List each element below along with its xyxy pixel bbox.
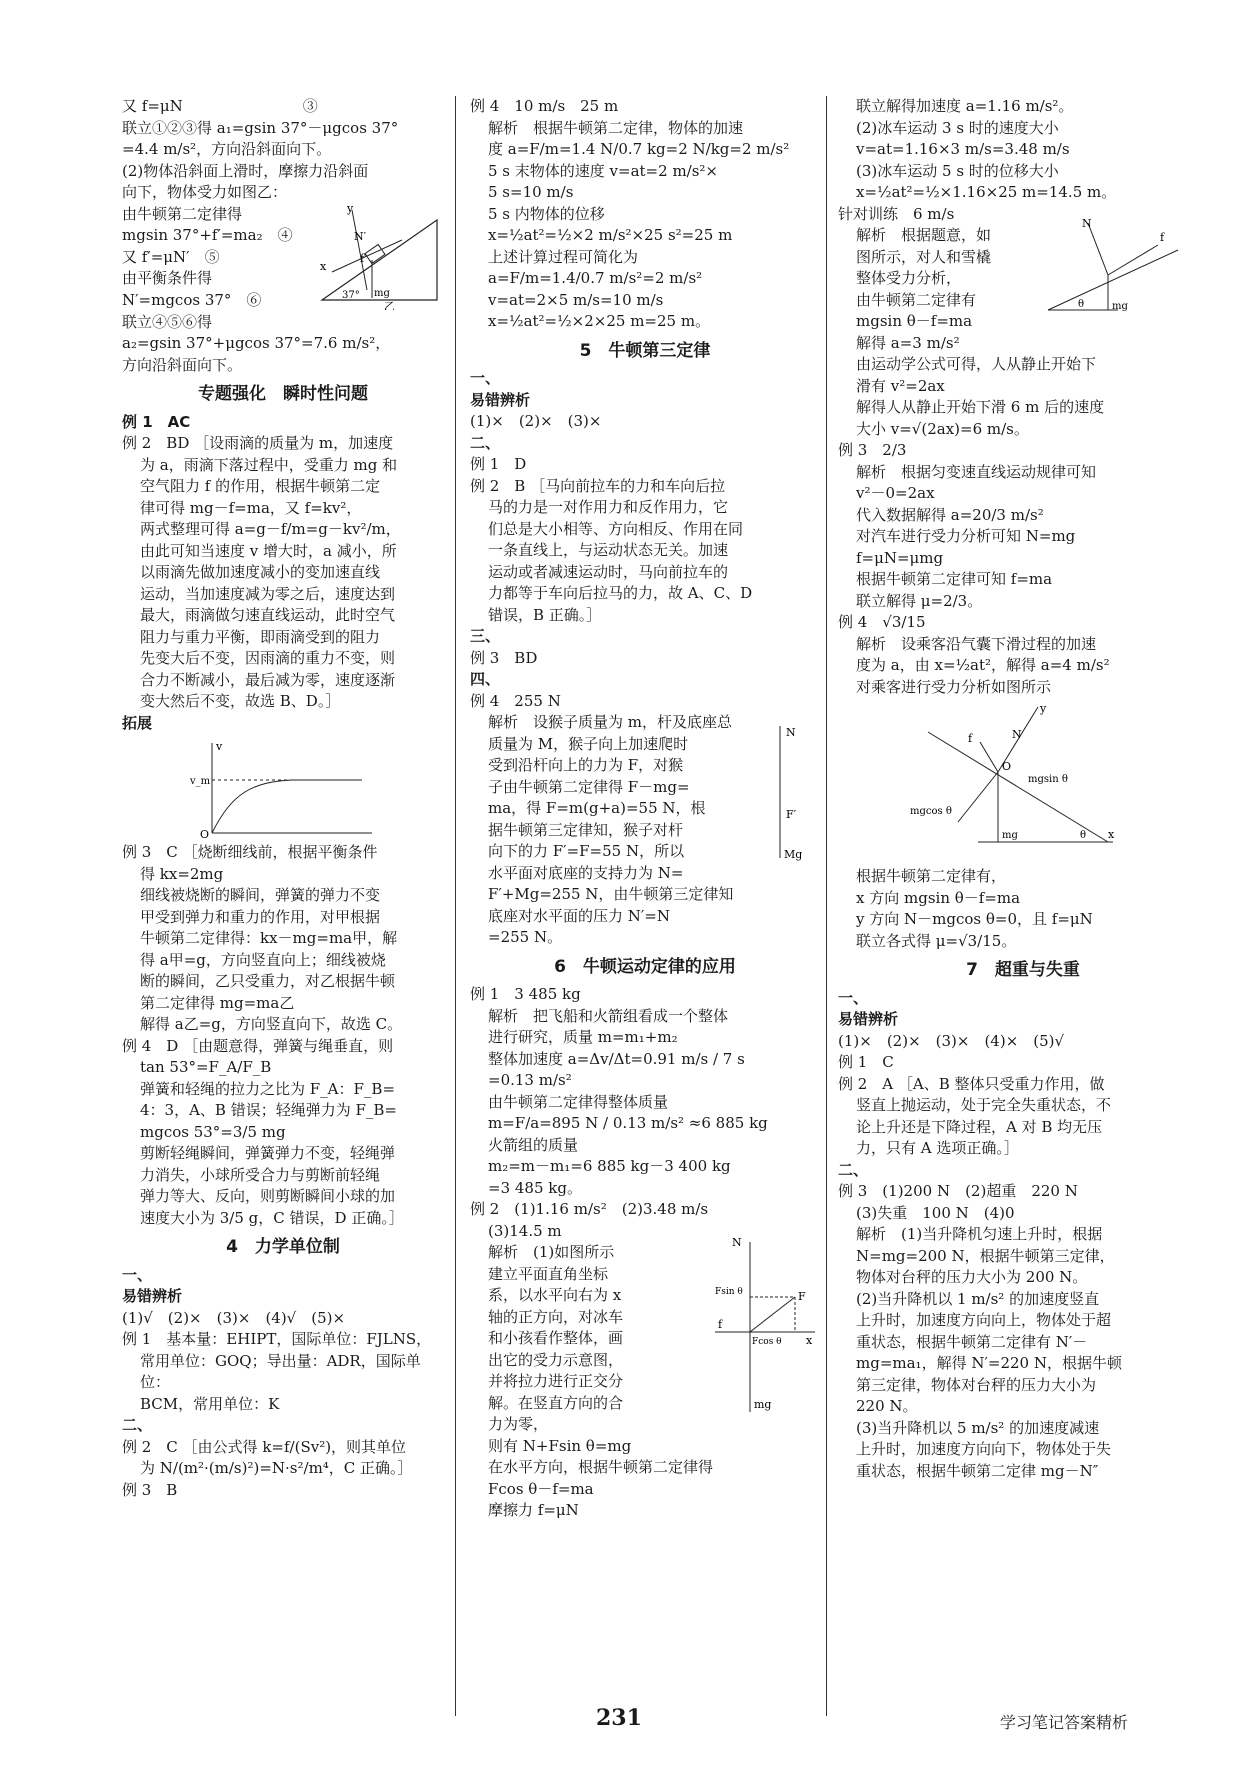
text-line: 最大，雨滴做匀速直线运动，此时空气 [140,606,396,624]
fig-label: y [347,201,354,215]
text-line: 4：3，A、B 错误；轻绳弹力为 F_B= [140,1101,397,1119]
text-line: 解析 根据题意，如 [856,226,992,244]
text-line: 先变大后不变，因雨滴的重力不变，则 [140,649,396,667]
text-line: ma，得 F=m(g+a)=55 N，根 [488,799,706,817]
text-line: 220 N。 [856,1397,918,1415]
text-line: 上升时，加速度方向向上，物体处于超 [856,1311,1112,1329]
example-line: 针对训练 6 m/s [838,204,955,223]
text-line: 子由牛顿第二定律得 F－mg= [488,777,690,796]
text-line: 速度大小为 3/5 g，C 错误，D 正确。］ [140,1208,404,1227]
text-line: N=mg=200 N，根据牛顿第三定律， [856,1246,1115,1265]
text-line: (3)当升降机以 5 m/s² 的加速度减速 [856,1418,1100,1437]
section-title: 6 牛顿运动定律的应用 [554,956,736,977]
text-line: 解析 把飞船和火箭组看成一个整体 [488,1006,729,1025]
text-line: 运动或者减速运动时，马向前拉车的 [488,562,729,581]
example-line: 例 1 3 485 kg [470,985,581,1003]
text-line: 联立解得 μ=2/3。 [856,591,983,610]
incline-diagram [312,200,452,310]
text-line: mgsin 37°+f′=ma₂ ④ [122,226,293,244]
text-line: 受到沿杆向上的力为 F，对猴 [488,756,684,774]
text-line: 整体受力分析， [856,269,962,287]
example-line: 例 2 C ［由公式得 k=f/(Sv²)，则其单位 [122,1437,407,1456]
incline-block [122,201,444,312]
text-line: 图所示，对人和雪橇 [856,247,992,266]
fig-label: f [968,732,973,745]
text-line: 由牛顿第二定律得 [122,204,243,223]
example-line: 例 2 BD ［设雨滴的质量为 m，加速度 [122,434,394,452]
fig-label: O [200,828,210,838]
text-line: 整体加速度 a=Δv/Δt=0.91 m/s / 7 s [488,1049,745,1068]
text-line: 在水平方向，根据牛顿第二定律得 [488,1458,714,1476]
text-line: 细线被烧断的瞬间，弹簧的弹力不变 [140,886,381,904]
text-line: 牛顿第二定律得：kx－mg=ma甲，解 [140,929,398,947]
airbag-force-diagram [908,702,1128,862]
text-line: 建立平面直角坐标 [488,1264,609,1283]
text-line: 得 a甲=g，方向竖直向上；细线被烧 [140,950,386,969]
text-line: 联立各式得 μ=√3/15。 [856,931,1017,950]
text-line: 二、 [838,1160,869,1179]
text-line: 和小孩看作整体，画 [488,1329,624,1347]
text-line: 力，只有 A 选项正确。］ [856,1139,1019,1157]
text-line: 论上升还是下降过程，A 对 B 均无压 [856,1117,1103,1136]
text-line: 根据牛顿第二定律可知 f=ma [856,570,1053,588]
column-1 [122,96,444,1501]
text-line: 向下，物体受力如图乙： [122,183,288,201]
column-2 [470,96,820,1522]
text-line: f=μN=μmg [856,548,944,567]
text-line: 马的力是一对作用力和反作用力，它 [488,498,729,516]
ski-force-diagram [1038,215,1188,325]
text-line: 易错辨析 [470,390,531,409]
text-line: 剪断轻绳瞬间，弹簧弹力不变，轻绳弹 [140,1144,396,1162]
sled-force-diagram [710,1232,820,1422]
example-line: 例 1 D [470,455,527,473]
text-line: 联立④⑤⑥得 [122,312,213,331]
text-line: 据牛顿第三定律知，猴子对杆 [488,820,684,839]
fig-label: 乙 [384,299,395,310]
fig-label: f′ [360,251,367,265]
text-line: a=F/m=1.4/0.7 m/s²=2 m/s² [488,269,703,287]
text-line: 上述计算过程可简化为 [488,247,639,266]
text-line: m₂=m－m₁=6 885 kg－3 400 kg [488,1157,731,1175]
text-line: 质量为 M，猴子向上加速爬时 [488,734,689,753]
running-footer: 学习笔记答案精析 [1000,1713,1129,1732]
sled-block [470,1236,820,1436]
text-line: 力为零， [488,1415,549,1433]
text-line: 常用单位：GOQ；导出量：ADR，国际单位： [140,1351,421,1391]
text-line: 甲受到弹力和重力的作用，对甲根据 [140,907,381,926]
text-line: =255 N。 [488,928,563,946]
text-line: 解析 根据匀变速直线运动规律可知 [856,462,1097,481]
text-line: 一条直线上，与运动状态无关。加速 [488,541,729,559]
fig-label: v_m [190,776,211,787]
fig-label: θ [1078,299,1085,310]
ski-block [838,217,1208,333]
example-line: 例 1 C [838,1053,894,1071]
text-line: 变大然后不变，故选 B、D。］ [140,692,341,710]
text-line: 力消失，小球所受合力与剪断前轻绳 [140,1165,381,1184]
text-line: 5 s=10 m/s [488,183,574,201]
fig-label: mg [754,1398,772,1411]
text-line: x=½at²=½×1.16×25 m=14.5 m。 [856,183,1117,201]
text-line: 对汽车进行受力分析可知 N=mg [856,527,1076,545]
text-line: 得 kx=2mg [140,864,224,883]
text-line: F′+Mg=255 N，由牛顿第三定律知 [488,885,734,903]
text-line: 一、 [470,369,501,387]
example-line: 例 2 A ［A、B 整体只受重力作用，做 [838,1074,1105,1093]
fig-label: Fsin θ [715,1287,743,1297]
fig-label: mg [374,287,390,299]
text-line: (1)× (2)× (3)× (4)× (5)√ [838,1031,1065,1050]
text-line: 解析 根据牛顿第二定律，物体的加速 [488,118,744,137]
text-line: 并将拉力进行正交分 [488,1372,624,1390]
text-line: 四、 [470,670,501,688]
fig-label: v [216,740,223,753]
text-line: 由牛顿第二定律有 [856,290,977,309]
example-line: 例 4 D ［由题意得，弹簧与绳垂直，则 [122,1036,394,1055]
example-line: 例 3 C ［烧断细线前，根据平衡条件 [122,843,378,861]
example-line: 例 2 (1)1.16 m/s² (2)3.48 m/s [470,1200,709,1218]
text-line: 解得人从静止开始下滑 6 m 后的速度 [856,398,1105,416]
text-line: 解析 设乘客沿气囊下滑过程的加速 [856,634,1097,653]
fig-label: θ [1080,830,1087,841]
fig-label: x [806,1334,813,1347]
column-divider-2 [826,96,827,1716]
text-line: 两式整理可得 a=g－f/m=g－kv²/m， [140,520,401,538]
text-line: m=F/a=895 N / 0.13 m/s² ≈6 885 kg [488,1114,768,1132]
vt-graph [182,738,382,838]
text-line: 解得 a乙=g，方向竖直向下，故选 C。 [140,1015,403,1033]
text-line: 易错辨析 [122,1287,183,1305]
text-line: 重状态，根据牛顿第二定律有 N′－ [856,1332,1088,1351]
fig-label: y [1040,702,1047,715]
text-line: 联立解得加速度 a=1.16 m/s²。 [856,97,1074,115]
text-line: v=at=2×5 m/s=10 m/s [488,290,664,309]
text-line: 合力不断减小，最后减为零，速度逐渐 [140,670,396,689]
text-line: (3)冰车运动 5 s 时的位移大小 [856,161,1059,180]
text-line: 摩擦力 f=μN [488,1501,579,1519]
text-line: (2)冰车运动 3 s 时的速度大小 [856,118,1059,137]
text-line: mgsin θ－f=ma [856,312,973,330]
text-line: 律可得 mg－f=ma，又 f=kv²， [140,498,362,517]
text-line: 竖直上抛运动，处于完全失重状态，不 [856,1096,1112,1114]
text-line: 弹簧和轻绳的拉力之比为 F_A：F_B= [140,1079,396,1098]
text-line: (3)失重 100 N (4)0 [856,1203,1015,1222]
text-line: 第三定律，物体对台秤的压力大小为 [856,1375,1097,1394]
text-line: Fcos θ－f=ma [488,1479,594,1498]
text-line: y 方向 N－mgcos θ=0，且 f=μN [856,910,1093,928]
text-line: 三、 [470,627,501,645]
text-line: (3)14.5 m [488,1221,562,1240]
section-title: 7 超重与失重 [966,960,1080,980]
text-line: 系，以水平向右为 x [488,1286,622,1304]
fig-label: f [1160,231,1165,244]
text-line: 以雨滴先做加速度减小的变加速直线 [140,563,381,581]
text-line: 轴的正方向，对冰车 [488,1307,624,1326]
text-line: (2)当升降机以 1 m/s² 的加速度竖直 [856,1289,1100,1308]
text-line: 为 N/(m²·(m/s)²)=N·s²/m⁴，C 正确。］ [140,1459,413,1477]
text-line: 出它的受力示意图， [488,1350,624,1369]
fig-label: N [1012,728,1022,741]
text-line: 5 s 内物体的位移 [488,204,605,223]
text-line: 火箭组的质量 [488,1135,579,1154]
text-line: 底座对水平面的压力 N′=N [488,906,670,925]
fig-label: mgcos θ [910,806,952,817]
text-line: 大小 v=√(2ax)=6 m/s。 [856,419,1029,438]
text-line: 运动，当加速度减为零之后，速度达到 [140,584,396,603]
text-line: BCM，常用单位：K [140,1394,280,1413]
text-line: =3 485 kg。 [488,1178,582,1197]
example-line: 例 3 (1)200 N (2)超重 220 N [838,1182,1078,1200]
text-line: 弹力等大、反向，则剪断瞬间小球的加 [140,1187,396,1205]
text-line: mg=ma₁，解得 N′=220 N，根据牛顿 [856,1354,1122,1372]
text-line: 又 f=μN ③ [122,97,318,115]
fig-label: mgsin θ [1028,774,1068,785]
example-line: 例 1 AC [122,412,191,431]
text-line: 对乘客进行受力分析如图所示 [856,677,1052,696]
example-line: 例 3 BD [470,648,538,667]
section-title: 4 力学单位制 [226,1237,340,1257]
text-line: =4.4 m/s²，方向沿斜面向下。 [122,140,332,158]
text-line: x=½at²=½×2 m/s²×25 s²=25 m [488,226,733,244]
text-line: 二、 [122,1416,153,1434]
text-line: N′=mgcos 37° ⑥ [122,290,262,309]
fig-label: x [1108,828,1115,841]
text-line: 重状态，根据牛顿第二定律 mg－N″ [856,1461,1099,1480]
text-line: (1)√ (2)× (3)× (4)√ (5)× [122,1308,346,1327]
fig-label: N [786,725,796,739]
text-line: 5 s 末物体的速度 v=at=2 m/s²× [488,161,718,180]
text-line: 度 a=F/m=1.4 N/0.7 kg=2 N/kg=2 m/s² [488,140,790,158]
example-line: 例 1 基本量：EHIPT，国际单位：FJLNS， [122,1330,432,1348]
text-line: 联立①②③得 a₁=gsin 37°－μgcos 37° [122,118,399,137]
fig-label: N [1082,217,1092,230]
text-line: 断的瞬间，乙只受重力，对乙根据牛顿 [140,972,396,990]
section-title: 专题强化 瞬时性问题 [198,384,368,404]
text-line: 度为 a，由 x=½at²，解得 a=4 m/s² [856,656,1110,674]
fig-label: mg [1112,301,1128,312]
text-line: 向下的力 F′=F=55 N，所以 [488,842,685,860]
text-line: 由牛顿第二定律得整体质量 [488,1092,669,1111]
example-line: 例 4 √3/15 [838,613,926,631]
fig-label: f [718,1318,723,1331]
text-line: 阻力与重力平衡，即雨滴受到的阻力 [140,627,381,646]
text-line: 一、 [838,988,869,1007]
example-line: 例 4 10 m/s 25 m [470,97,619,115]
fig-label: Fcos θ [752,1337,782,1347]
column-3 [838,96,1208,1482]
text-line: 由平衡条件得 [122,269,213,287]
fig-label: Mg [784,847,803,861]
text-line: 易错辨析 [838,1010,899,1028]
text-line: 解析 (1)如图所示 [488,1243,615,1261]
text-line: x=½at²=½×2×25 m=25 m。 [488,312,711,330]
text-line: 一、 [122,1265,153,1284]
text-line: 空气阻力 f 的作用，根据牛顿第二定 [140,477,381,495]
text-line: a₂=gsin 37°+μgcos 37°=7.6 m/s²， [122,334,391,352]
text-line: 力都等于车向后拉马的力，故 A、C、D [488,584,753,602]
monkey-pole-diagram [766,722,806,862]
text-line: 为 a，雨滴下落过程中，受重力 mg 和 [140,455,398,474]
text-line: 解析 (1)当升降机匀速上升时，根据 [856,1225,1103,1243]
text-line: 方向沿斜面向下。 [122,355,243,374]
fig-label: mg [1002,830,1018,841]
text-line: 第二定律得 mg=ma乙 [140,993,295,1012]
section-title: 5 牛顿第三定律 [579,340,711,361]
text-line: 滑有 v²=2ax [856,376,945,395]
text-line: 根据牛顿第二定律有， [856,867,1007,885]
monkey-block [470,725,820,863]
text-line: 解。在竖直方向的合 [488,1393,624,1412]
text-line: v²－0=2ax [856,484,935,502]
text-line: v=at=1.16×3 m/s=3.48 m/s [856,140,1070,158]
column-divider-1 [455,96,456,1716]
text-line: 由运动学公式可得，人从静止开始下 [856,355,1097,373]
example-line: 例 3 B [122,1480,178,1499]
text-line: 则有 N+Fsin θ=mg [488,1436,632,1455]
text-line: 解析 设猴子质量为 m，杆及底座总 [488,713,732,731]
text-line: 又 f′=μN′ ⑤ [122,247,220,266]
page-number: 231 [596,1705,642,1731]
text-line: 水平面对底座的支持力为 N= [488,863,684,882]
text-line: 由此可知当速度 v 增大时，a 减小，所 [140,541,397,560]
text-line: mgcos 53°=3/5 mg [140,1122,286,1141]
fig-label: F [798,1290,806,1303]
text-line: (2)物体沿斜面上滑时，摩擦力沿斜面 [122,161,369,180]
fig-label: x [320,259,327,273]
fig-label: 37° [342,289,360,301]
text-line: x 方向 mgsin θ－f=ma [856,888,1021,907]
text-line: 解得 a=3 m/s² [856,333,960,352]
fig-label: O [1002,760,1012,773]
example-line: 例 3 2/3 [838,441,907,459]
fig-label: N [732,1236,742,1249]
fig-label: F′ [786,807,797,821]
text-line: (1)× (2)× (3)× [470,412,602,430]
text-line: 上升时，加速度方向向下，物体处于失 [856,1440,1112,1458]
text-line: =0.13 m/s² [488,1071,572,1089]
fig-label: N′ [354,229,367,243]
text-line: 代入数据解得 a=20/3 m/s² [856,505,1044,524]
text-line: 错误，B 正确。］ [488,605,602,624]
text-line: tan 53°=F_A/F_B [140,1058,272,1076]
example-line: 例 4 255 N [470,691,561,710]
text-line: 物体对台秤的压力大小为 200 N。 [856,1268,1088,1286]
example-line: 例 2 B ［马向前拉车的力和车向后拉 [470,476,726,495]
extension-heading: 拓展 [122,713,153,732]
text-line: 们总是大小相等、方向相反、作用在同 [488,519,744,538]
text-line: 进行研究，质量 m=m₁+m₂ [488,1028,678,1046]
text-line: 二、 [470,433,501,452]
